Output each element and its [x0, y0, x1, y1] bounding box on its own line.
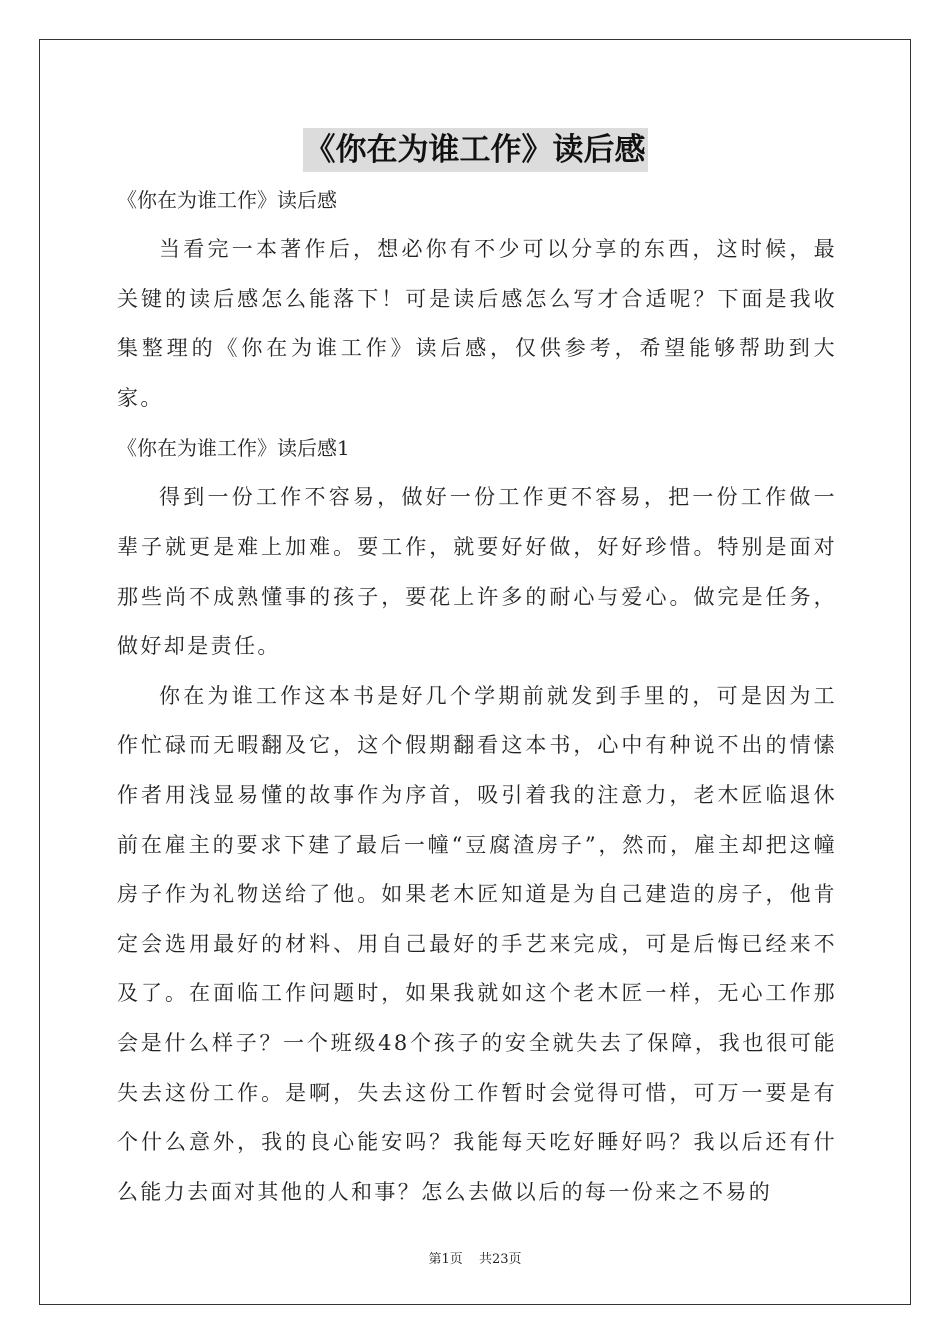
document-body: [117, 175, 837, 1217]
document-subtitle: 《你在为谁工作》读后感: [117, 188, 337, 212]
section-heading: 《你在为谁工作》读后感1: [117, 436, 350, 461]
page-footer: [0, 1248, 950, 1267]
intro-paragraph: 当看完一本著作后，想必你有不少可以分享的东西，这时候，最关键的读后感怎么能落下！可是读后感怎么写才合适呢？下面是我收集整理的《你在为谁工作》读后感，仅供参考，希望能够帮助到大家。: [117, 237, 837, 410]
page-total: 共23页: [478, 1252, 522, 1267]
document-title: 《你在为谁工作》读后感: [303, 128, 648, 172]
page-number: 第1页: [428, 1252, 463, 1267]
body-paragraph: 得到一份工作不容易，做好一份工作更不容易，把一份工作做一辈子就更是难上加难。要工作，就要好好做，好好珍惜。特别是面对那些尚不成熟懂事的孩子，要花上许多的耐心与爱心。做完是任务，做好却是责任。: [117, 485, 837, 659]
body-paragraph: 你在为谁工作这本书是好几个学期前就发到手里的，可是因为工作忙碌而无暇翻及它，这个假期翻看这本书，心中有种说不出的情愫作者用浅显易懂的故事作为序首，吸引着我的注意力，老木匠临退休前在雇主的要求下建了最后一幢“豆腐渣房子”，然而，雇主却把这幢房子作为礼物送给了他。如果老木匠知道是为自己建造的房子，他肯定会选用最好的材料、用自己最好的手艺来完成，可是后悔已经来不及了。在面临工作问题时，如果我就如这个老木匠一样，无心工作那会是什么样子？一个班级48个孩子的安全就失去了保障，我也很可能失去这份工作。是啊，失去这份工作暂时会觉得可惜，可万一要是有个什么意外，我的良心能安吗？我能每天吃好睡好吗？我以后还有什么能力去面对其他的人和事？怎么去做以后的每一份来之不易的: [117, 683, 837, 1204]
title-container: [0, 128, 950, 172]
